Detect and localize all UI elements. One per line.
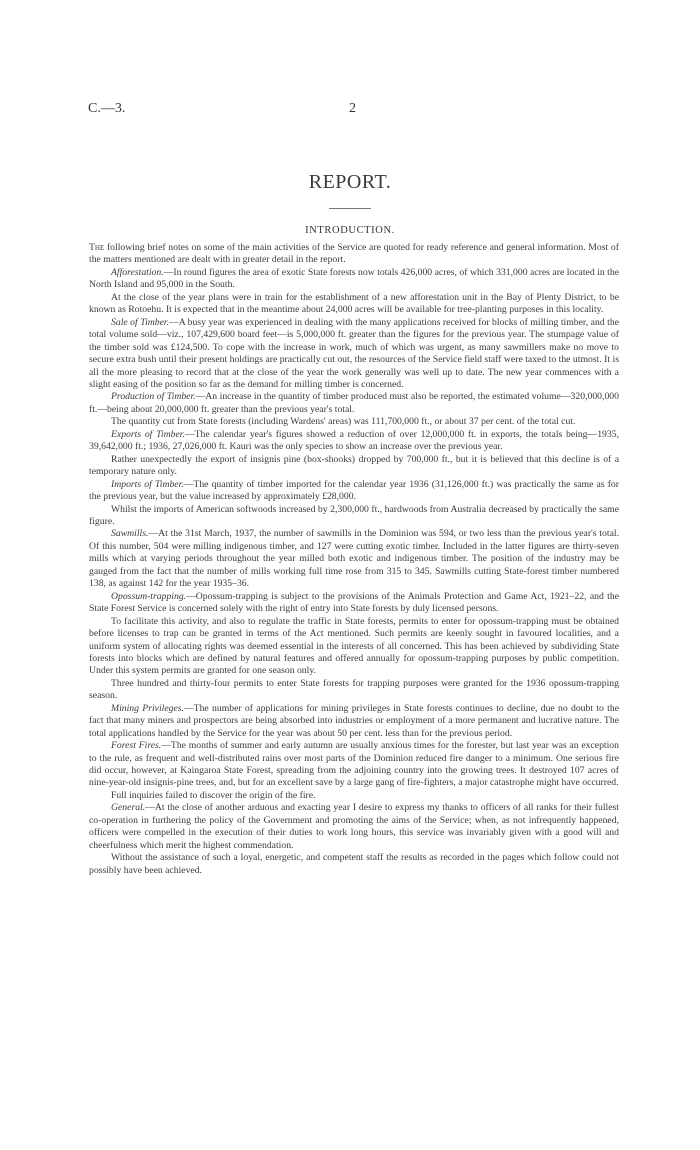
paragraph-afforestation bbox=[89, 267, 619, 292]
paragraph-imports bbox=[89, 479, 619, 504]
side-heading: Exports of Timber. bbox=[111, 428, 185, 440]
paragraph-exports bbox=[89, 429, 619, 454]
page-number: 2 bbox=[349, 101, 356, 116]
paragraph-text: Full inquiries failed to discover the origin of the fire. bbox=[111, 789, 316, 801]
paragraph-opossum-3 bbox=[89, 678, 619, 703]
paragraph-text: At the close of the year plans were in train for the establishment of a new afforestation unit in the Bay of Plenty District, to be known as Rotoehu. It is expected that in the meantime about 24,000 acres will be available for tree-planting purposes in this locality. bbox=[89, 291, 619, 316]
paragraph-production-2 bbox=[89, 416, 619, 428]
paragraph-exports-2 bbox=[89, 454, 619, 479]
side-heading: Imports of Timber. bbox=[111, 478, 184, 490]
side-heading: Forest Fires. bbox=[111, 740, 162, 752]
side-heading: Production of Timber. bbox=[111, 391, 196, 403]
lead-word: The bbox=[89, 242, 105, 253]
paragraph-fires-2 bbox=[89, 790, 619, 802]
side-heading: Sale of Timber. bbox=[111, 316, 170, 328]
paragraph-general bbox=[89, 802, 619, 852]
paragraph-text: —The quantity of timber imported for the calendar year 1936 (31,126,000 ft.) was practically the same as for the previous year, but the value increased by approximately £28,000. bbox=[89, 478, 619, 503]
paragraph-text: Three hundred and thirty-four permits to enter State forests for trapping purposes were granted for the 1936 opossum-trapping season. bbox=[89, 677, 619, 702]
paragraph-text: Rather unexpectedly the export of insignis pine (box-shooks) dropped by 700,000 ft., but it is believed that this decline is of a temporary nature only. bbox=[89, 453, 619, 478]
paragraph-text: following brief notes on some of the main activities of the Service are quoted for ready reference and general information. Most of the matters mentioned are dealt with in greater detail in the report. bbox=[89, 242, 619, 266]
paragraph-text: —In round figures the area of exotic State forests now totals 426,000 acres, of which 331,000 acres are located in the North Island and 95,000 in the South. bbox=[89, 266, 619, 291]
paragraph-text: —Opossum-trapping is subject to the provisions of the Animals Protection and Game Act, 1921–22, and the State Forest Service is concerned solely with the right of entry into State forests by duly licensed persons. bbox=[89, 590, 619, 615]
side-heading: Opossum-trapping. bbox=[111, 590, 187, 602]
paragraph-opossum-2 bbox=[89, 616, 619, 678]
paragraph-text: —The number of applications for mining privileges in State forests continues to decline, due no doubt to the fact that many miners and prospectors are being absorbed into industries or employment of a more permanent and lucrative nature. The total applications handled by the Service for the year was about 50 per cent. less than for the previous period. bbox=[89, 702, 619, 739]
paragraph-text: Whilst the imports of American softwoods increased by 2,300,000 ft., hardwoods from Australia decreased by practically the same figure. bbox=[89, 503, 619, 527]
paragraph-text: To facilitate this activity, and also to regulate the traffic in State forests, permits to enter for opossum-trapping must be obtained before licenses to trap can be granted in terms of the Act mentioned. Such permits are keenly sought in favoured localities, and a uniform system of allocating rights was deemed essential in the interests of all concerned. This has been achieved by subdividing State forests into blocks which are defined by natural features and offered annually for opossum-trapping purposes by public competition. Under this system permits are granted for one season only. bbox=[89, 615, 619, 677]
report-title: REPORT. bbox=[308, 171, 392, 193]
paragraph-afforestation-2 bbox=[89, 292, 619, 317]
side-heading: Afforestation. bbox=[111, 266, 164, 278]
paragraph-text: —At the close of another arduous and exacting year I desire to express my thanks to officers of all ranks for their fullest co-operation in furthering the policy of the Government and promoting the aims of the Service; when, as not infrequently happened, officers were compelled in the execution of their duties to work long hours, this service was invariably given with a good will and cheerfulness which merit the highest commendation. bbox=[89, 802, 619, 851]
paragraph-text: —An increase in the quantity of timber produced must also be reported, the estimated volume—320,000,000 ft.—being about 20,000,000 ft. greater than the previous year's total. bbox=[89, 391, 619, 415]
paragraph-text: The quantity cut from State forests (including Wardens' areas) was 111,700,000 ft., or about 37 per cent. of the total cut. bbox=[111, 416, 576, 428]
paragraph-text: —At the 31st March, 1937, the number of sawmills in the Dominion was 594, or two less than the previous year's total. Of this number, 504 were milling indigenous timber, and 127 were cutting exotic timber. Included in the latter figures are thirty-seven mills which at varying periods throughout the year milled both exotic and indigenous timber. The position of the industry may be gauged from the fact that the number of mills working full time rose from 315 to 345. Sawmills cutting State-forest timber numbered 138, as against 142 for the year 1935–36. bbox=[89, 528, 619, 590]
paragraph-text: —A busy year was experienced in dealing with the many applications received for blocks of milling timber, and the total volume sold—viz., 107,429,600 board feet—is 5,000,000 ft. greater than the figures for the previous year. The stumpage value of the timber sold was £124,500. To cope with the increase in work, much of which was urgent, as many sawmillers make no move to secure extra bush until their present holdings are practically cut out, the resources of the Service field staff were taxed to the utmost. It is all the more pleasing to record that at the close of the year the work generally was well up to date. The new year commences with a slight easing of the position so far as the demand for milling timber is concerned. bbox=[89, 316, 619, 390]
paragraph-text: —The months of summer and early autumn are usually anxious times for the forester, but last year was an exception to the rule, as frequent and well-distributed rains over most parts of the Dominion reduced fire danger to a minimum. One serious fire did occur, however, at Kaingaroa State Forest, spreading from the adjoining country into the growing trees. It destroyed 107 acres of nine-year-old insignis-pine trees, and, but for an excellent save by a large gang of fire-fighters, a major catastrophe might have occurred. bbox=[89, 740, 619, 789]
paragraph-imports-2 bbox=[89, 504, 619, 529]
paragraph-production bbox=[89, 391, 619, 416]
paragraph-general-2 bbox=[89, 852, 619, 877]
paragraph-text: —The calendar year's figures showed a reduction of over 12,000,000 ft. in exports, the totals being—1935, 39,642,000 ft.; 1936, 27,026,000 ft. Kauri was the only species to show an increase over the previous year. bbox=[89, 428, 619, 453]
paragraph-sawmills bbox=[89, 528, 619, 590]
side-heading: Mining Privileges. bbox=[111, 702, 184, 714]
section-heading: INTRODUCTION. bbox=[305, 225, 395, 236]
paragraph-sale-of-timber bbox=[89, 317, 619, 392]
report-body bbox=[89, 242, 619, 877]
document-reference: C.—3. bbox=[88, 101, 126, 116]
side-heading: General. bbox=[111, 802, 146, 814]
side-heading: Sawmills. bbox=[111, 528, 149, 540]
paragraph-opossum bbox=[89, 591, 619, 616]
paragraph-fires bbox=[89, 740, 619, 790]
paragraph-mining bbox=[89, 703, 619, 740]
paragraph-text: Without the assistance of such a loyal, energetic, and competent staff the results as recorded in the pages which follow could not possibly have been achieved. bbox=[89, 852, 619, 876]
title-divider bbox=[329, 208, 371, 209]
paragraph-intro bbox=[89, 242, 619, 267]
